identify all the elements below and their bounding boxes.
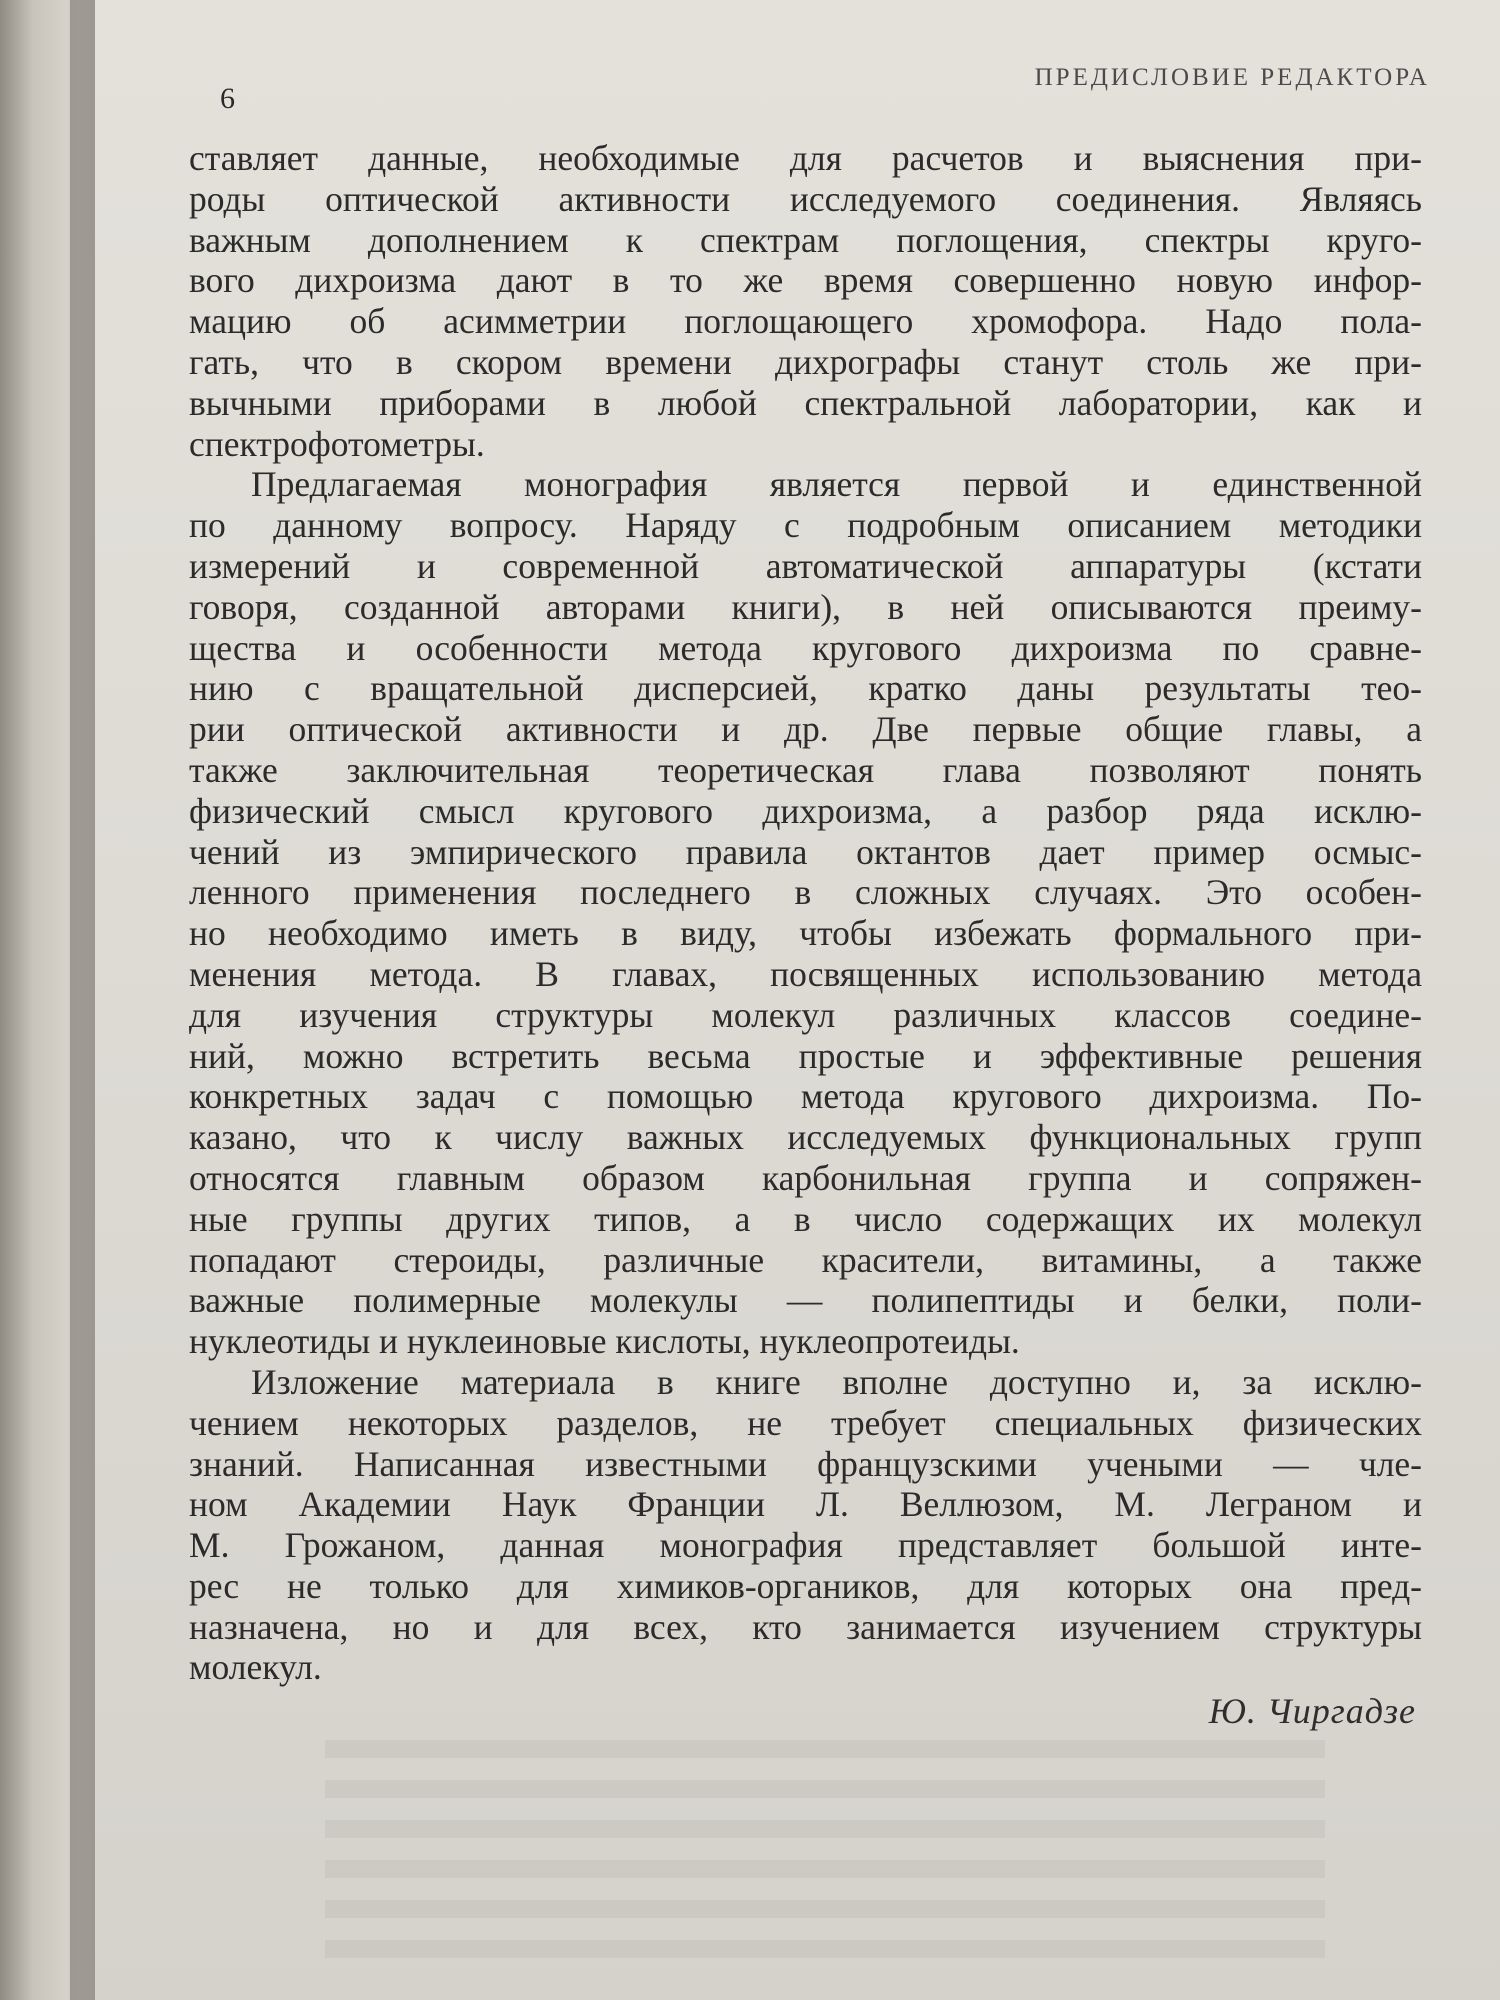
text-line: нуклеотиды и нуклеиновые кислоты, нуклеопротеиды. bbox=[189, 1321, 1020, 1362]
text-line: конкретных задач с помощью метода кругового дихроизма. По- bbox=[189, 1076, 1422, 1117]
text-line: ленного применения последнего в сложных случаях. Это особен- bbox=[189, 872, 1422, 913]
text-line: по данному вопросу. Наряду с подробным описанием методики bbox=[189, 505, 1422, 546]
page-number: 6 bbox=[220, 82, 235, 115]
text-line: также заключительная теоретическая глава позволяют понять bbox=[189, 749, 1422, 790]
text-line: чением некоторых разделов, не требует специальных физических bbox=[189, 1402, 1422, 1443]
signature: Ю. Чиргадзе bbox=[1208, 1691, 1416, 1731]
text-line: важные полимерные молекулы — полипептиды и белки, поли- bbox=[189, 1280, 1422, 1321]
text-line: М. Грожаном, данная монография представляет большой инте- bbox=[189, 1525, 1422, 1566]
paragraph bbox=[189, 1362, 1422, 1688]
book-page bbox=[95, 0, 1500, 2000]
text-line: менения метода. В главах, посвященных использованию метода bbox=[189, 953, 1422, 994]
text-line: ний, можно встретить весьма простые и эффективные решения bbox=[189, 1035, 1422, 1076]
text-line: мацию об асимметрии поглощающего хромофора. Надо пола- bbox=[189, 301, 1422, 342]
text-line: знаний. Написанная известными французскими учеными — чле- bbox=[189, 1443, 1422, 1484]
running-title: ПРЕДИСЛОВИЕ РЕДАКТОРА bbox=[1034, 64, 1430, 91]
text-line: назначена, но и для всех, кто занимается изучением структуры bbox=[189, 1606, 1422, 1647]
text-line: говоря, созданной авторами книги), в ней описываются преиму- bbox=[189, 586, 1422, 627]
text-line: нию с вращательной дисперсией, кратко даны результаты тео- bbox=[189, 668, 1422, 709]
text-line: физический смысл кругового дихроизма, а разбор ряда исклю- bbox=[189, 790, 1422, 831]
paragraph bbox=[189, 138, 1422, 464]
text-line: Изложение материала в книге вполне доступно и, за исклю- bbox=[251, 1361, 1422, 1402]
text-line: спектрофотометры. bbox=[189, 423, 485, 464]
text-line: молекул. bbox=[189, 1647, 322, 1688]
text-line: гать, что в скором времени дихрографы станут столь же при- bbox=[189, 341, 1422, 382]
text-line: ставляет данные, необходимые для расчетов и выяснения при- bbox=[189, 138, 1422, 178]
text-line: относятся главным образом карбонильная группа и сопряжен- bbox=[189, 1157, 1422, 1198]
text-line: Предлагаемая монография является первой и единственной bbox=[251, 464, 1422, 505]
text-line: ном Академии Наук Франции Л. Веллюзом, М. Леграном и bbox=[189, 1484, 1422, 1525]
text-line: ные группы других типов, а в число содержащих их молекул bbox=[189, 1198, 1422, 1239]
text-line: рии оптической активности и др. Две первые общие главы, а bbox=[189, 709, 1422, 750]
text-line: но необходимо иметь в виду, чтобы избежать формального при- bbox=[189, 913, 1422, 954]
text-line: вого дихроизма дают в то же время совершенно новую инфор- bbox=[189, 260, 1422, 301]
text-line: попадают стероиды, различные красители, витамины, а также bbox=[189, 1239, 1422, 1280]
text-line: рес не только для химиков-органиков, для которых она пред- bbox=[189, 1565, 1422, 1606]
text-line: важным дополнением к спектрам поглощения, спектры круго- bbox=[189, 219, 1422, 260]
paragraph bbox=[189, 464, 1422, 1362]
text-line: казано, что к числу важных исследуемых функциональных групп bbox=[189, 1117, 1422, 1158]
text-line: вычными приборами в любой спектральной лаборатории, как и bbox=[189, 382, 1422, 423]
text-line: щества и особенности метода кругового дихроизма по сравне- bbox=[189, 627, 1422, 668]
body-text bbox=[175, 138, 1430, 1688]
text-line: для изучения структуры молекул различных классов соедине- bbox=[189, 994, 1422, 1035]
text-line: измерений и современной автоматической аппаратуры (кстати bbox=[189, 545, 1422, 586]
show-through-text bbox=[325, 1740, 1325, 1980]
text-line: чений из эмпирического правила октантов дает пример осмыс- bbox=[189, 831, 1422, 872]
text-line: роды оптической активности исследуемого соединения. Являясь bbox=[189, 178, 1422, 219]
running-head bbox=[175, 50, 1430, 120]
page-content bbox=[175, 50, 1430, 1731]
